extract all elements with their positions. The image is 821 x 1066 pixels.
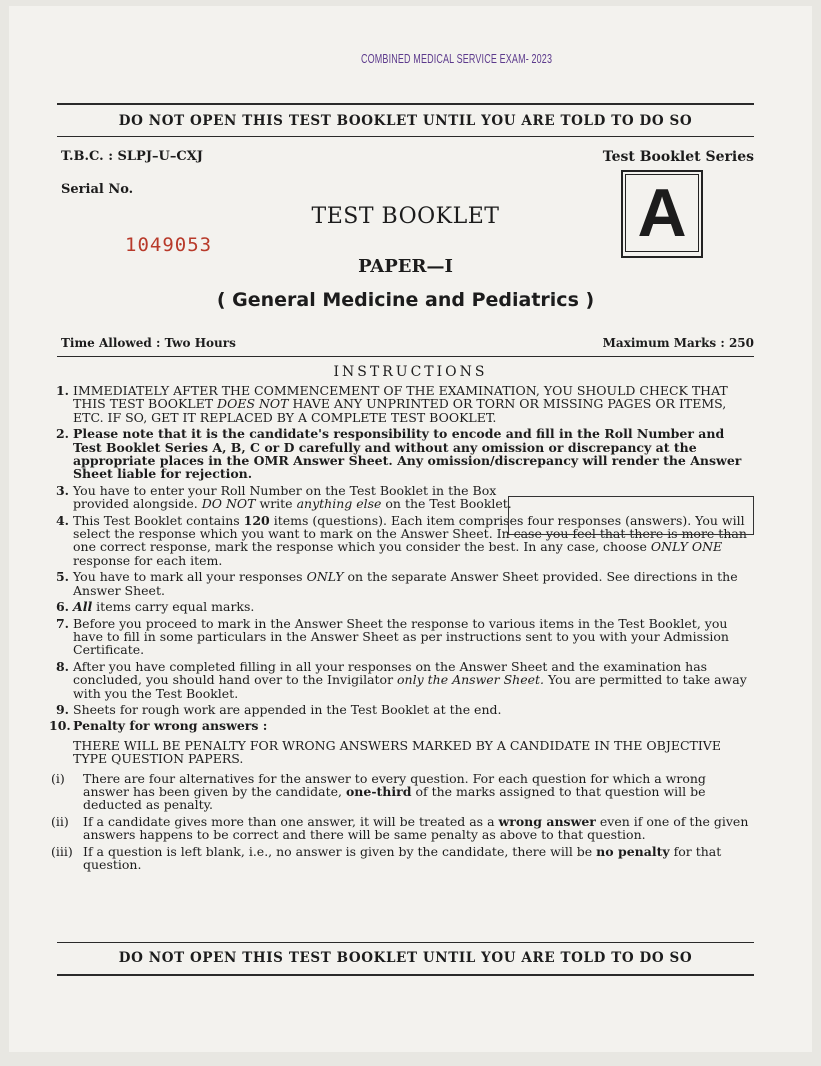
penalty-item: (iii) If a question is left blank, i.e., no answer is given by the candidate, there will be no penalty for that question. [51, 843, 722, 872]
bottom-warning: DO NOT OPEN THIS TEST BOOKLET UNTIL YOU ARE TOLD TO DO SO [118, 950, 693, 966]
bottom-rule [57, 942, 754, 943]
serial-label: Serial No. [61, 182, 134, 197]
top-warning: DO NOT OPEN THIS TEST BOOKLET UNTIL YOU ARE TOLD TO DO SO [118, 113, 693, 129]
tbc-code: T.B.C. : SLPJ–U–CXJ [61, 149, 203, 164]
instruction-item: 2. Please note that it is the candidate's responsibility to encode and fill in the Roll Number and Test Booklet Series A, B, C or D carefully and without any omission or discrepancy at the appropriate places in the OMR Answer Sheet. Any omission/discrepancy will render the Answer Sheet liable for rejection. [55, 426, 742, 482]
instruction-item: 8. After you have completed filling in all your responses on the Answer Sheet and the examination has concluded, you should hand over to the Invigilator only the Answer Sheet. You are permitted to take away with you the Test Booklet. [55, 658, 747, 701]
paper-title: PAPER—I [358, 256, 453, 277]
penalty-intro: THERE WILL BE PENALTY FOR WRONG ANSWERS MARKED BY A CANDIDATE IN THE OBJECTIVE TYPE QUESTION PAPERS. [73, 737, 721, 767]
top-rule-2 [57, 136, 754, 137]
instruction-item: 9. Sheets for rough work are appended in the Test Booklet at the end. [55, 701, 502, 717]
instructions-rule [57, 356, 754, 357]
maximum-marks: Maximum Marks : 250 [602, 336, 754, 350]
roll-number-box [508, 496, 754, 535]
instruction-item: 5. You have to mark all your responses ONLY on the separate Answer Sheet provided. See directions in the Answer Sheet. [55, 569, 738, 598]
instruction-item: 1. IMMEDIATELY AFTER THE COMMENCEMENT OF THE EXAMINATION, YOU SHOULD CHECK THAT THIS TEST BOOKLET DOES NOT HAVE ANY UNPRINTED OR TORN OR MISSING PAGES OR ITEMS, ETC. IF SO, GET IT REPLACED BY A COMPLETE TEST BOOKLET. [55, 383, 728, 425]
instruction-item: 3. You have to enter your Roll Number on the Test Booklet in the Box provided alongside. DO NOT write anything else on the Test Booklet. [55, 482, 512, 512]
instruction-item: 6. All items carry equal marks. [55, 599, 255, 615]
time-allowed: Time Allowed : Two Hours [61, 336, 236, 350]
bottom-rule-2 [57, 974, 754, 976]
penalty-item: (ii) If a candidate gives more than one answer, it will be treated as a wrong answer even if one of the given answers happens to be correct and there will be same penalty as above to that question. [51, 813, 749, 843]
series-letter: A [625, 174, 699, 252]
instruction-item: 7. Before you proceed to mark in the Answer Sheet the response to various items in the Test Booklet, you have to fill in some particulars in the Answer Sheet as per instructions sent to you with your Admission Certificate. [55, 615, 729, 658]
serial-number: 1049053 [125, 234, 213, 256]
penalty-item: (i) There are four alternatives for the answer to every question. For each question for which a wrong answer has been given by the candidate, one-third of the marks assigned to that question will be deducted as penalty. [51, 770, 706, 813]
instruction-item: 4. This Test Booklet contains 120 items (questions). Each item comprises four responses (answers). You will select the response which you want to mark on the Answer Sheet. In case you feel that there is more than one correct response, mark the response which you consider the best. In any case, choose ONLY ONE response for each item. [55, 512, 747, 568]
instructions-list [49, 384, 754, 874]
exam-stamp: COMBINED MEDICAL SERVICE EXAM- 2023 [361, 52, 553, 66]
instruction-item-penalty: 10. Penalty for wrong answers : [49, 718, 268, 734]
series-label: Test Booklet Series [602, 149, 754, 165]
top-rule [57, 103, 754, 105]
test-booklet-cover [9, 6, 812, 1052]
series-letter-box [621, 170, 703, 258]
subject-title: ( General Medicine and Pediatrics ) [216, 289, 595, 311]
booklet-title: TEST BOOKLET [311, 204, 500, 229]
instructions-heading: INSTRUCTIONS [333, 364, 488, 380]
